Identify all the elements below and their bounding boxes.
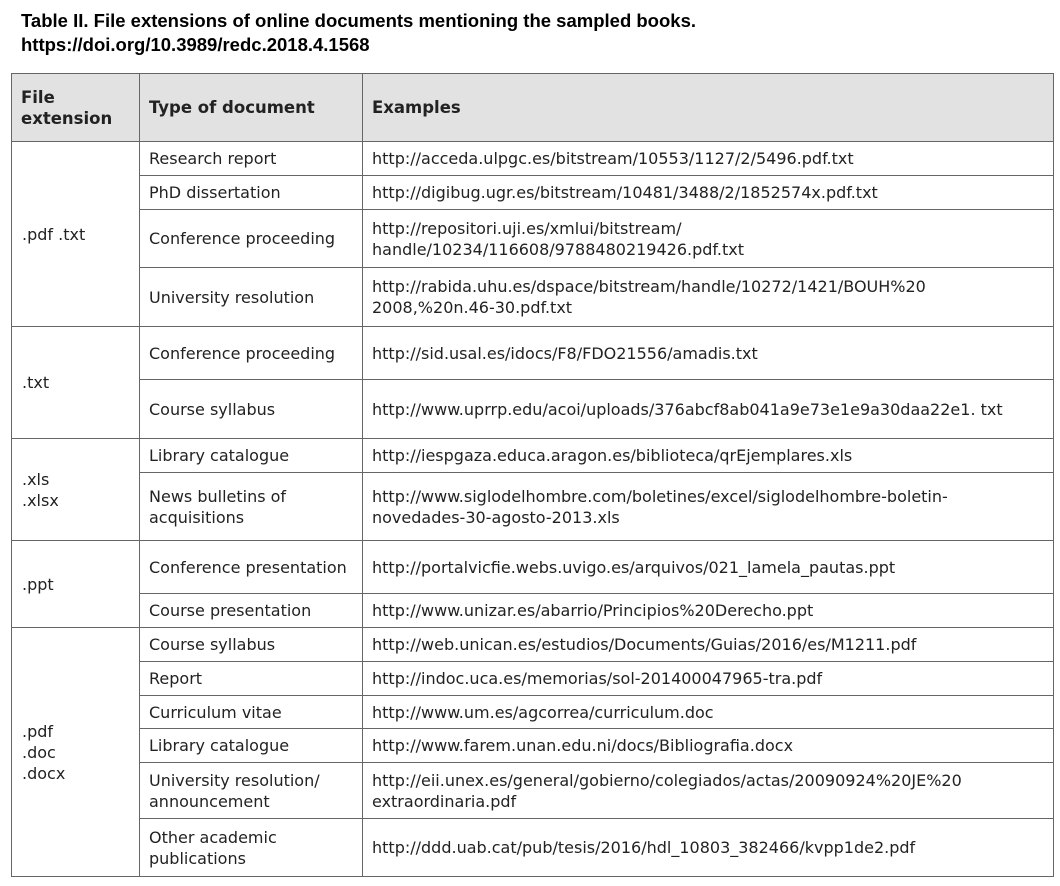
document-type-cell: Other academic publications xyxy=(140,819,363,877)
file-extension-label: .ppt xyxy=(22,574,54,594)
table-header-row xyxy=(12,74,1054,142)
example-url-cell: http://iespgaza.educa.aragon.es/biblioteca/qrEjemplares.xls xyxy=(363,439,1054,473)
header-examples: Examples xyxy=(363,74,1054,142)
document-type-cell: Conference proceeding xyxy=(140,327,363,380)
header-file-extension: File extension xyxy=(12,74,140,142)
document-type-cell: News bulletins of acquisitions xyxy=(140,473,363,541)
example-url-cell: http://www.um.es/agcorrea/curriculum.doc xyxy=(363,696,1054,729)
example-url-cell: http://acceda.ulpgc.es/bitstream/10553/1127/2/5496.pdf.txt xyxy=(363,142,1054,176)
table-body xyxy=(12,142,1054,877)
header-type-of-document: Type of document xyxy=(140,74,363,142)
table-caption xyxy=(21,9,696,57)
document-type-cell: Course syllabus xyxy=(140,628,363,662)
example-url-cell: http://www.farem.unan.edu.ni/docs/Bibliografia.docx xyxy=(363,729,1054,763)
document-type-cell: Conference presentation xyxy=(140,541,363,594)
table-row xyxy=(12,729,1054,763)
table-row xyxy=(12,662,1054,696)
document-type-cell: Curriculum vitae xyxy=(140,696,363,729)
table-row xyxy=(12,327,1054,380)
table-row xyxy=(12,142,1054,176)
example-url-cell: http://rabida.uhu.es/dspace/bitstream/handle/10272/1421/BOUH%20 2008,%20n.46-30.pdf.txt xyxy=(363,268,1054,327)
table-row xyxy=(12,176,1054,210)
table-row xyxy=(12,763,1054,819)
document-type-cell: Course presentation xyxy=(140,594,363,628)
file-extension-label: .pdf xyxy=(22,721,54,741)
table-row xyxy=(12,594,1054,628)
table-row xyxy=(12,473,1054,541)
table-row xyxy=(12,210,1054,268)
table-row xyxy=(12,380,1054,439)
document-type-cell: Course syllabus xyxy=(140,380,363,439)
table-row xyxy=(12,541,1054,594)
document-type-cell: Research report xyxy=(140,142,363,176)
file-extension-label: .xls xyxy=(22,469,50,489)
table-row xyxy=(12,819,1054,877)
document-type-cell: Library catalogue xyxy=(140,439,363,473)
document-type-cell: Conference proceeding xyxy=(140,210,363,268)
file-extension-cell xyxy=(12,628,140,877)
example-url-cell: http://www.uprrp.edu/acoi/uploads/376abcf8ab041a9e73e1e9a30daa22e1. txt xyxy=(363,380,1054,439)
table-row xyxy=(12,268,1054,327)
example-url-cell: http://www.unizar.es/abarrio/Principios%20Derecho.ppt xyxy=(363,594,1054,628)
example-url-cell: http://indoc.uca.es/memorias/sol-201400047965-tra.pdf xyxy=(363,662,1054,696)
file-extension-cell xyxy=(12,439,140,541)
example-url-cell: http://portalvicfie.webs.uvigo.es/arquivos/021_lamela_pautas.ppt xyxy=(363,541,1054,594)
table-row xyxy=(12,628,1054,662)
example-url-cell: http://web.unican.es/estudios/Documents/Guias/2016/es/M1211.pdf xyxy=(363,628,1054,662)
example-url-cell: http://repositori.uji.es/xmlui/bitstream/ handle/10234/116608/9788480219426.pdf.txt xyxy=(363,210,1054,268)
file-extension-label: .xlsx xyxy=(22,490,59,510)
document-type-cell: Report xyxy=(140,662,363,696)
example-url-cell: http://sid.usal.es/idocs/F8/FDO21556/amadis.txt xyxy=(363,327,1054,380)
document-type-cell: Library catalogue xyxy=(140,729,363,763)
document-type-cell: University resolution/ announcement xyxy=(140,763,363,819)
file-extension-cell xyxy=(12,142,140,327)
example-url-cell: http://digibug.ugr.es/bitstream/10481/3488/2/1852574x.pdf.txt xyxy=(363,176,1054,210)
document-type-cell: University resolution xyxy=(140,268,363,327)
file-extension-cell xyxy=(12,327,140,439)
caption-title: Table II. File extensions of online documents mentioning the sampled books. xyxy=(21,10,696,31)
file-extension-label: .txt xyxy=(22,373,50,392)
example-url-cell: http://eii.unex.es/general/gobierno/colegiados/actas/20090924%20JE%20 extraordinaria.pdf xyxy=(363,763,1054,819)
file-extensions-table xyxy=(11,73,1054,877)
file-extension-label: .doc xyxy=(22,742,56,762)
file-extension-label: .docx xyxy=(22,763,66,783)
table-row xyxy=(12,439,1054,473)
caption-doi: https://doi.org/10.3989/redc.2018.4.1568 xyxy=(21,34,370,55)
file-extension-cell xyxy=(12,541,140,628)
document-type-cell: PhD dissertation xyxy=(140,176,363,210)
example-url-cell: http://ddd.uab.cat/pub/tesis/2016/hdl_10803_382466/kvpp1de2.pdf xyxy=(363,819,1054,877)
example-url-cell: http://www.siglodelhombre.com/boletines/excel/siglodelhombre-boletin- novedades-30-agosto-2013.xls xyxy=(363,473,1054,541)
table-row xyxy=(12,696,1054,729)
file-extension-label: .pdf .txt xyxy=(22,224,86,244)
